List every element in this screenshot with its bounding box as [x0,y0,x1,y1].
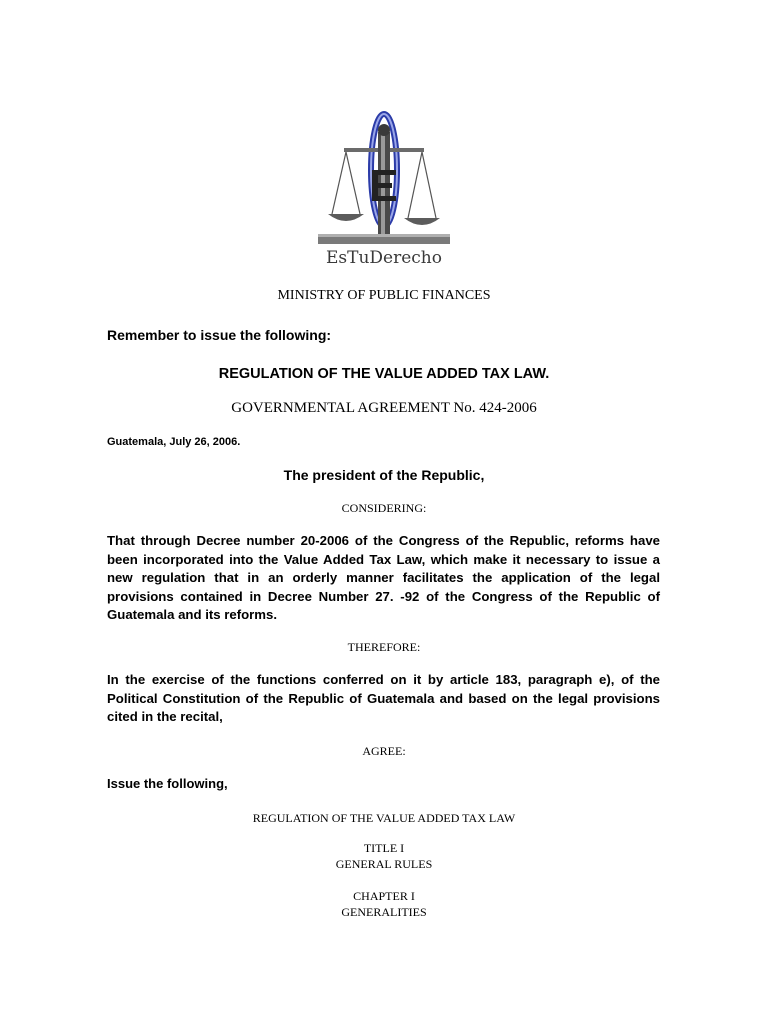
agreement-heading: GOVERNMENTAL AGREEMENT No. 424-2006 [231,400,537,416]
agree-heading: AGREE: [362,744,406,758]
ministry-heading: MINISTRY OF PUBLIC FINANCES [277,288,491,303]
generalities-heading: GENERALITIES [341,905,427,919]
date-line: Guatemala, July 26, 2006. [107,436,241,448]
considering-paragraph: That through Decree number 20-2006 of the Congress of the Republic, reforms have been incorporated into the Value Added Tax Law, which make it necessary to issue a new regulation that in an orderly manner facilitates the application of the legal provisions contained in Decree Number 27. -92 of the Congress of the Republic of Guatemala and its reforms. [107,533,660,622]
issue-line: Issue the following, [107,776,228,791]
therefore-heading: THEREFORE: [347,640,421,654]
regulation-heading: REGULATION OF THE VALUE ADDED TAX LAW [252,811,516,825]
president-line: The president of the Republic, [283,467,485,483]
chapter-heading: CHAPTER I [353,889,415,903]
considering-heading: CONSIDERING: [341,501,427,515]
title-heading: TITLE I [363,841,405,855]
logo-text: EsTuDerecho [325,248,442,268]
therefore-paragraph: In the exercise of the functions conferred on it by article 183, paragraph e), of the Political Constitution of the Republic of Guatemala and based on the legal provisions cited in the recital, [107,672,660,724]
general-rules-heading: GENERAL RULES [335,857,433,871]
estuderecho-logo [314,108,454,273]
regulation-title: REGULATION OF THE VALUE ADDED TAX LAW. [218,366,550,382]
remember-line: Remember to issue the following: [107,327,332,343]
scales-of-justice-icon [314,108,454,248]
